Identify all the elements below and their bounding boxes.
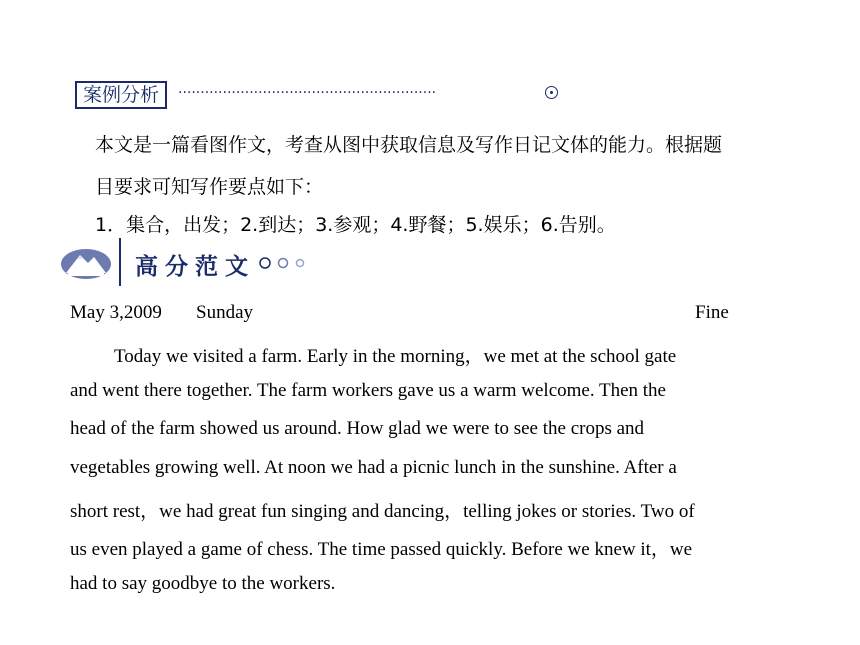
essay-line-5: short rest，we had great fun singing and dancing，telling jokes or stories. Two of: [70, 501, 695, 522]
essay-line-7: had to say goodbye to the workers.: [70, 573, 336, 594]
heading-divider: [119, 238, 121, 286]
dotted-leader: ··························································: [178, 85, 437, 101]
sample-essay-heading: 高分范文: [135, 254, 255, 280]
analysis-line-1: 本文是一篇看图作文，考查从图中获取信息及写作日记文体的能力。根据题: [95, 134, 723, 156]
diary-date: May 3,2009: [70, 302, 162, 323]
essay-line-3: head of the farm showed us around. How glad we were to see the crops and: [70, 418, 645, 439]
essay-line-1: Today we visited a farm. Early in the morning，we met at the school gate: [114, 346, 677, 367]
analysis-line-3: 1．集合，出发；2.到达；3.参观；4.野餐；5.娱乐；6.告别。: [95, 214, 616, 236]
diary-weekday: Sunday: [196, 302, 253, 323]
essay-line-6: us even played a game of chess. The time passed quickly. Before we knew it，we: [70, 539, 693, 560]
essay-line-2: and went there together. The farm workers gave us a warm welcome. Then the: [70, 380, 666, 401]
case-analysis-heading: 案例分析: [75, 81, 167, 109]
diary-weather: Fine: [695, 302, 729, 323]
analysis-line-2: 目要求可知写作要点如下：: [95, 176, 324, 198]
mountain-logo-icon: [60, 246, 112, 285]
three-circles-icon: [258, 256, 308, 275]
essay-line-4: vegetables growing well. At noon we had a picnic lunch in the sunshine. After a: [70, 457, 677, 478]
circle-dot-icon: [545, 86, 558, 99]
